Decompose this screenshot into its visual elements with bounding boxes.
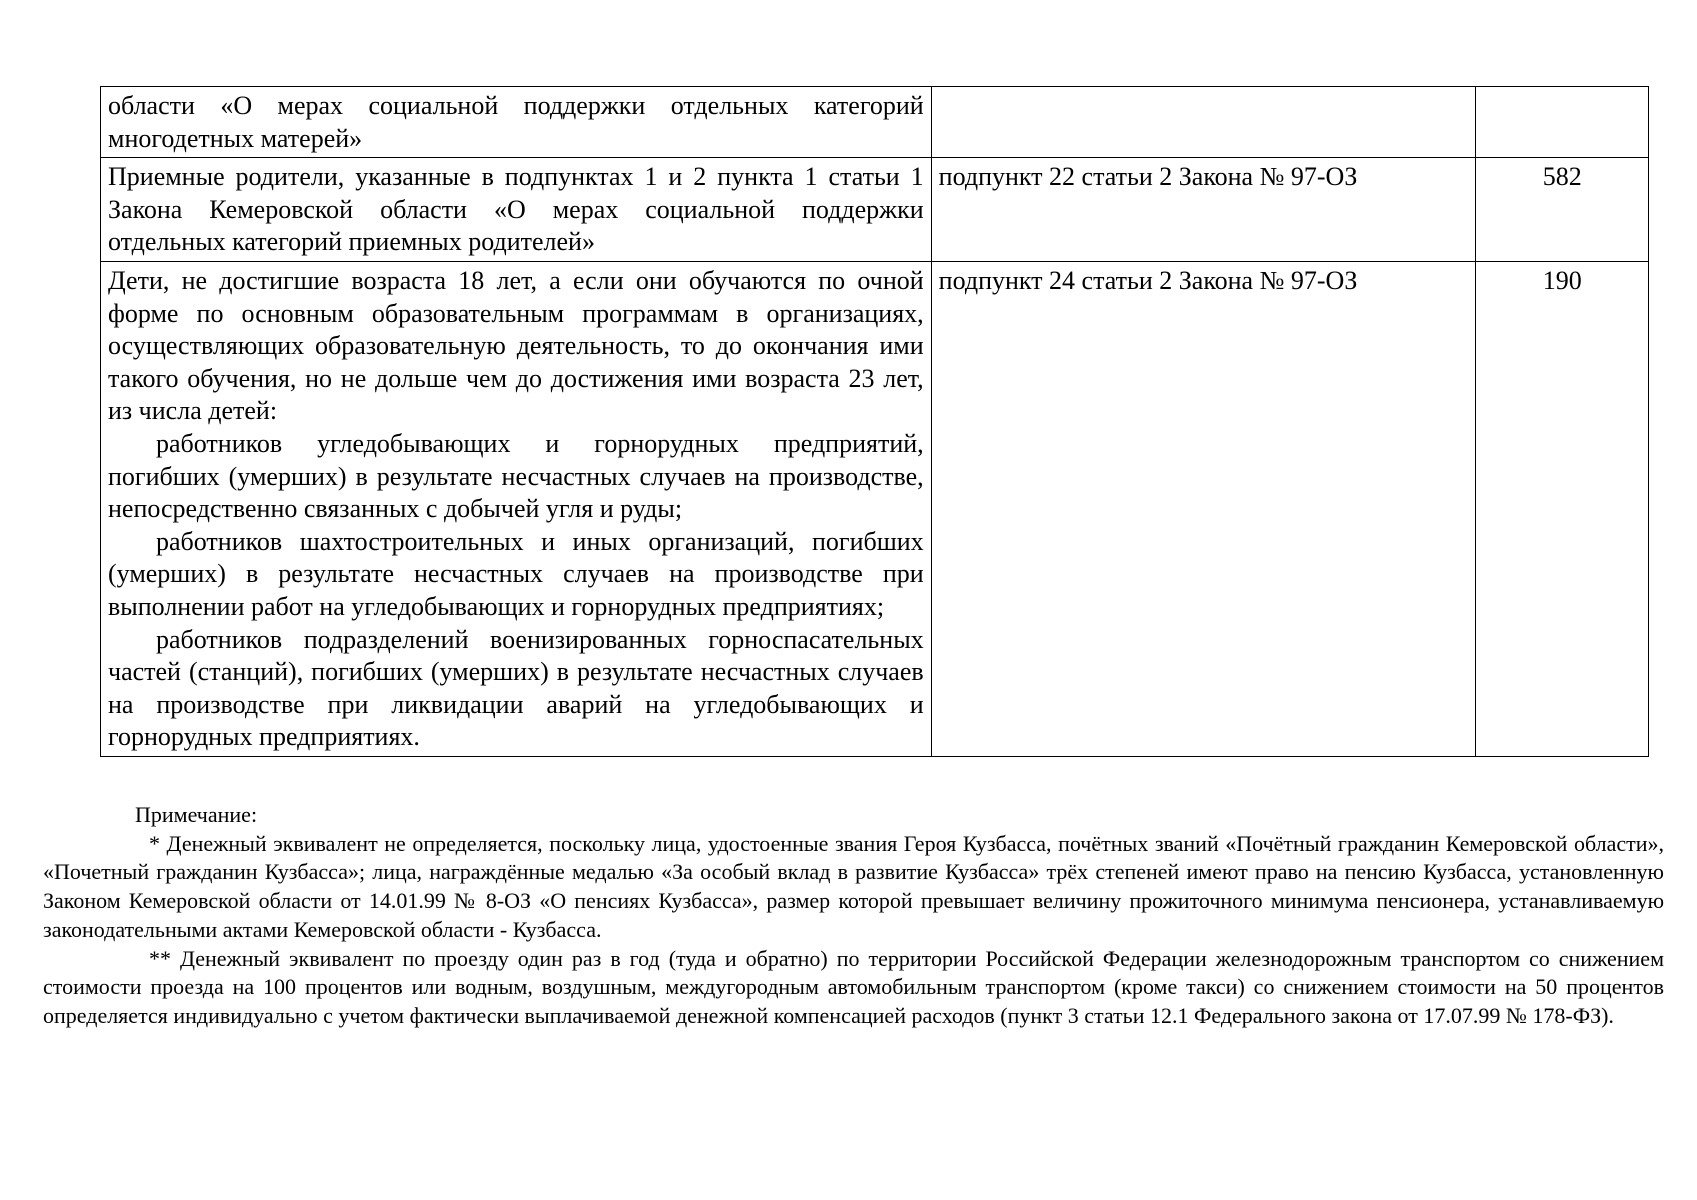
category-cell bbox=[101, 261, 932, 756]
table-row bbox=[101, 261, 1649, 756]
legal-basis-cell bbox=[931, 87, 1476, 158]
footnotes bbox=[43, 801, 1664, 1031]
table-row bbox=[101, 87, 1649, 158]
recipient-count-cell bbox=[1476, 87, 1649, 158]
category-text: области «О мерах социальной поддержки отдельных категорий многодетных матерей» bbox=[108, 91, 924, 153]
recipient-count-cell: 582 bbox=[1476, 158, 1649, 262]
footnote-double-asterisk: ** Денежный эквивалент по проезду один раз в год (туда и обратно) по территории Российской Федерации железнодорожным транспортом со снижением стоимости проезда на 100 процентов или водным, воздушным, междугородным автомобильным транспортом (кроме такси) со снижением стоимости на 50 процентов определяется индивидуально с учетом фактически выплачиваемой денежной компенсацией расходов (пункт 3 статьи 12.1 Федерального закона от 17.07.99 № 178-ФЗ). bbox=[43, 945, 1664, 1028]
category-text: Дети, не достигшие возраста 18 лет, а если они обучаются по очной форме по основным образовательным программам в организациях, осуществляющих образовательную деятельность, то до окончания ими такого обучения, но не дольше чем до достижения ими возраста 23 лет, из числа детей: bbox=[108, 265, 924, 426]
table-row bbox=[101, 158, 1649, 262]
notes-heading: Примечание: bbox=[135, 802, 258, 827]
footnote-single-asterisk: * Денежный эквивалент не определяется, поскольку лица, удостоенные звания Героя Кузбасса, почётных званий «Почётный гражданин Кемеровской области», «Почетный гражданин Кузбасса»; лица, награждённые медалью «За особый вклад в развитие Кузбасса» трёх степеней имеют право на пенсию Кузбасса, установленную Законом Кемеровской области от 14.01.99 № 8-ОЗ «О пенсиях Кузбасса», размер которой превышает величину прожиточного минимума пенсионера, устанавливаемую законодательными актами Кемеровской области - Кузбасса. bbox=[43, 830, 1664, 942]
category-text: Приемные родители, указанные в подпунктах 1 и 2 пункта 1 статьи 1 Закона Кемеровской области «О мерах социальной поддержки отдельных категорий приемных родителей» bbox=[108, 162, 924, 257]
category-subitem: работников подразделений военизированных горноспасательных частей (станций), погибших (умерших) в результате несчастных случаев на производстве при ликвидации аварий на угледобывающих и горнорудных предприятиях. bbox=[108, 624, 924, 752]
category-cell bbox=[101, 87, 932, 158]
recipient-count-cell: 190 bbox=[1476, 261, 1649, 756]
benefits-table bbox=[100, 86, 1649, 757]
legal-basis-cell: подпункт 22 статьи 2 Закона № 97-ОЗ bbox=[931, 158, 1476, 262]
category-subitem: работников угледобывающих и горнорудных предприятий, погибших (умерших) в результате несчастных случаев на производстве, непосредственно связанных с добычей угля и руды; bbox=[108, 428, 924, 524]
legal-basis-cell: подпункт 24 статьи 2 Закона № 97-ОЗ bbox=[931, 261, 1476, 756]
category-subitem: работников шахтостроительных и иных организаций, погибших (умерших) в результате несчастных случаев на производстве при выполнении работ на угледобывающих и горнорудных предприятиях; bbox=[108, 526, 924, 621]
category-cell bbox=[101, 158, 932, 262]
